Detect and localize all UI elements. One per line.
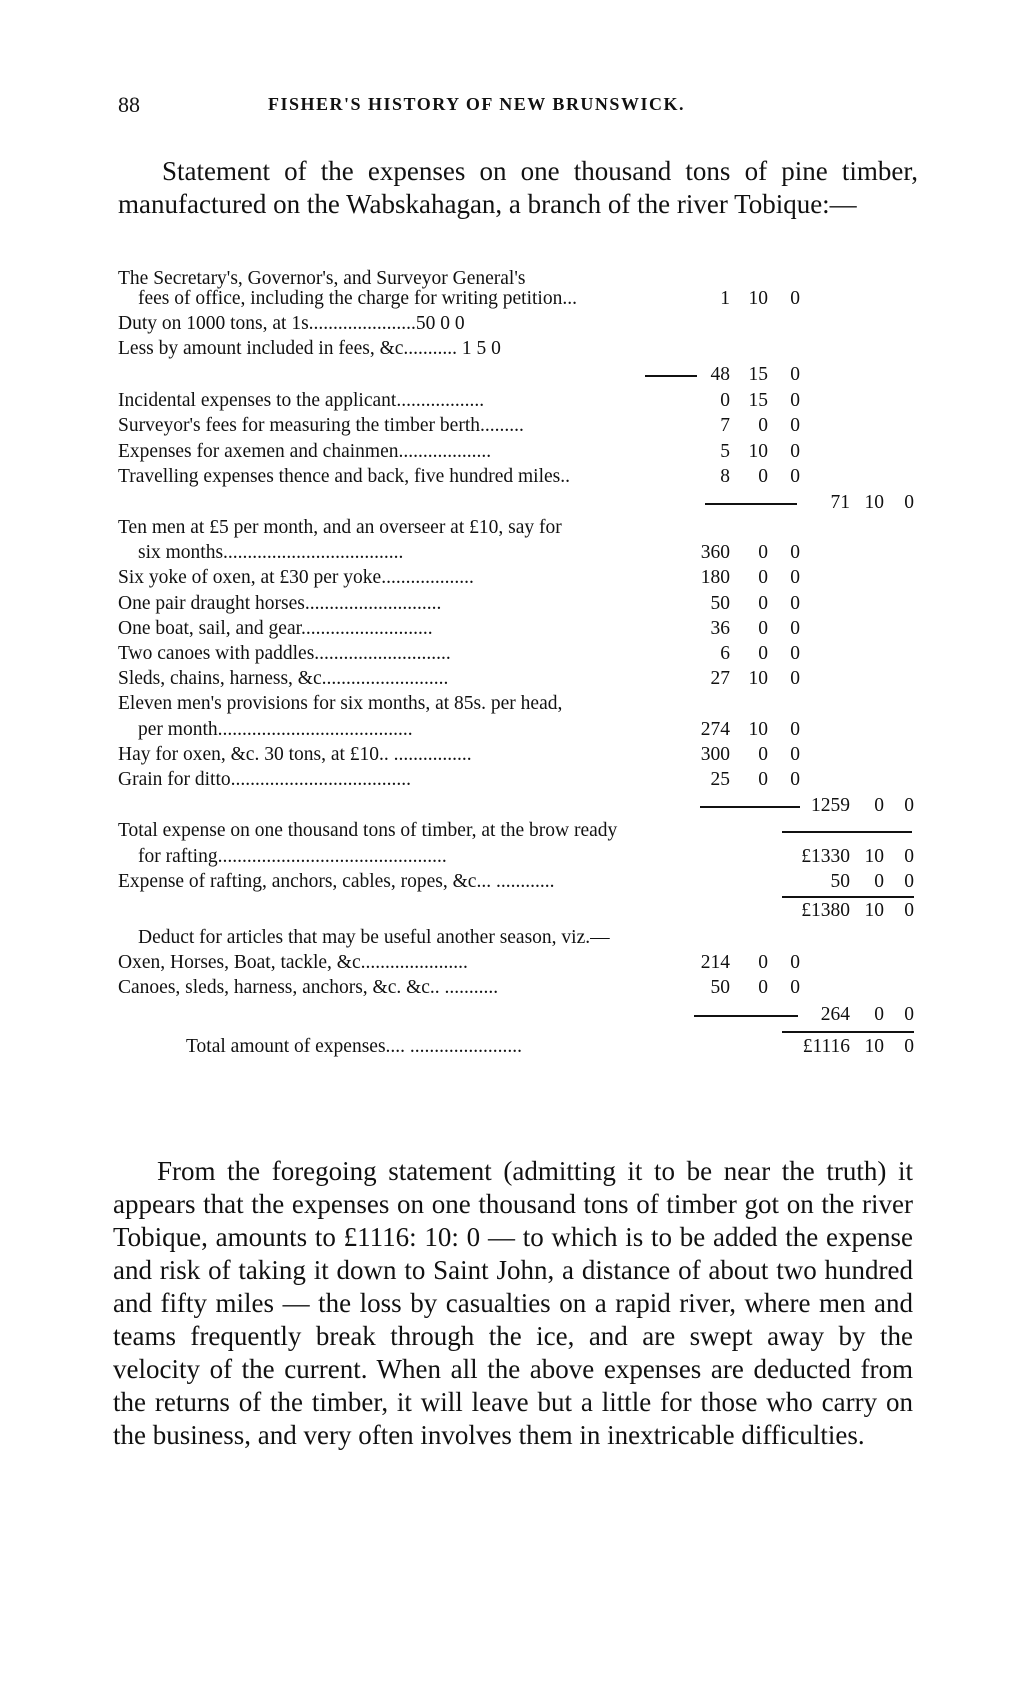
pounds: 50 <box>710 977 730 998</box>
pounds: 180 <box>700 567 730 588</box>
row-label: Two canoes with paddles............................ <box>118 643 451 664</box>
pounds: 360 <box>700 542 730 563</box>
pounds: £1116 <box>802 1036 850 1057</box>
page-header <box>118 92 768 122</box>
pence: 0 <box>790 288 800 309</box>
row-label: The Secretary's, Governor's, and Surveyor General's <box>118 268 526 289</box>
shillings: 0 <box>758 618 768 639</box>
shillings: 15 <box>748 390 768 411</box>
shillings: 0 <box>758 567 768 588</box>
pounds: £1380 <box>801 900 850 921</box>
shillings: 0 <box>874 1004 884 1025</box>
row-label: Incidental expenses to the applicant.................. <box>118 390 485 411</box>
pence: 0 <box>790 542 800 563</box>
pence: 0 <box>904 900 914 921</box>
pence: 0 <box>790 441 800 462</box>
pounds: 50 <box>830 871 850 892</box>
shillings: 10 <box>748 719 768 740</box>
row-label: Oxen, Horses, Boat, tackle, &c...................... <box>118 952 468 973</box>
row-label: Canoes, sleds, harness, anchors, &c. &c.. ........... <box>118 977 499 998</box>
row-label: fees of office, including the charge for writing petition... <box>138 288 577 309</box>
shillings: 0 <box>758 593 768 614</box>
row-label: Ten men at £5 per month, and an overseer at £10, say for <box>118 517 562 538</box>
row-label: Duty on 1000 tons, at 1s......................50 0 0 <box>118 313 465 334</box>
pounds: 25 <box>710 769 730 790</box>
pence: 0 <box>790 415 800 436</box>
running-head: FISHER'S HISTORY OF NEW BRUNSWICK. <box>268 94 685 114</box>
pence: 0 <box>904 1004 914 1025</box>
shillings: 10 <box>748 668 768 689</box>
pounds: 71 <box>830 492 850 513</box>
pence: 0 <box>790 390 800 411</box>
shillings: 10 <box>864 492 884 513</box>
pence: 0 <box>904 795 914 816</box>
shillings: 10 <box>864 1036 884 1057</box>
shillings: 0 <box>758 977 768 998</box>
shillings: 10 <box>864 846 884 867</box>
row-label: Travelling expenses thence and back, five hundred miles.. <box>118 466 570 487</box>
page-number: 88 <box>118 92 140 117</box>
shillings: 10 <box>864 900 884 921</box>
shillings: 0 <box>758 952 768 973</box>
pence: 0 <box>790 744 800 765</box>
pounds: 1259 <box>811 795 850 816</box>
shillings: 0 <box>758 466 768 487</box>
row-label: six months..................................... <box>138 542 404 563</box>
shillings: 0 <box>758 744 768 765</box>
pounds: 6 <box>720 643 730 664</box>
row-label: for rafting............................................... <box>138 846 447 867</box>
row-label: Sleds, chains, harness, &c.......................... <box>118 668 449 689</box>
row-label: Eleven men's provisions for six months, at 85s. per head, <box>118 693 563 714</box>
row-label: Hay for oxen, &c. 30 tons, at £10.. ................ <box>118 744 472 765</box>
pence: 0 <box>904 846 914 867</box>
pounds: 0 <box>720 390 730 411</box>
shillings: 15 <box>748 364 768 385</box>
shillings: 0 <box>758 643 768 664</box>
pounds: 274 <box>700 719 730 740</box>
pounds: 27 <box>710 668 730 689</box>
row-label: Deduct for articles that may be useful another season, viz.— <box>138 927 610 948</box>
shillings: 0 <box>758 542 768 563</box>
pence: 0 <box>790 618 800 639</box>
row-label: One pair draught horses............................ <box>118 593 442 614</box>
pounds: 36 <box>710 618 730 639</box>
pence: 0 <box>790 567 800 588</box>
pence: 0 <box>790 643 800 664</box>
shillings: 0 <box>874 871 884 892</box>
shillings: 10 <box>748 441 768 462</box>
pence: 0 <box>790 719 800 740</box>
pence: 0 <box>904 492 914 513</box>
pounds: 8 <box>720 466 730 487</box>
pounds: £1330 <box>801 846 850 867</box>
row-label: Total expense on one thousand tons of timber, at the brow ready <box>118 820 618 841</box>
pence: 0 <box>790 668 800 689</box>
pence: 0 <box>790 952 800 973</box>
pence: 0 <box>904 1036 914 1057</box>
shillings: 10 <box>748 288 768 309</box>
pounds: 300 <box>700 744 730 765</box>
pence: 0 <box>790 977 800 998</box>
pounds: 5 <box>720 441 730 462</box>
pounds: 50 <box>710 593 730 614</box>
shillings: 0 <box>874 795 884 816</box>
row-label: Grain for ditto..................................... <box>118 769 412 790</box>
pounds: 264 <box>820 1004 850 1025</box>
row-label: Surveyor's fees for measuring the timber berth......... <box>118 415 524 436</box>
row-label: Less by amount included in fees, &c........... 1 5 0 <box>118 338 501 359</box>
pounds: 48 <box>710 364 730 385</box>
row-label: Expense of rafting, anchors, cables, ropes, &c... ............ <box>118 871 555 892</box>
row-label: Total amount of expenses.... ....................... <box>186 1036 523 1057</box>
row-label: per month........................................ <box>138 719 413 740</box>
pounds: 1 <box>720 288 730 309</box>
row-label: Expenses for axemen and chainmen................... <box>118 441 492 462</box>
conclusion-paragraph: From the foregoing statement (admitting it to be near the truth) it appears that the expenses on one thousand tons of timber got on the river Tobique, amounts to £1116: 10: 0 — to which is to be added the expense and risk of taking it down to Saint John, a distance of about two hundred and fifty miles — the loss by casualties on a rapid river, where men and teams frequently break through the ice, and are swept away by the velocity of the current. When all the above expenses are deducted from the returns of the timber, it will leave but a little for those who carry on the business, and very often involves them in inextricable difficulties. <box>113 1156 913 1450</box>
pence: 0 <box>790 769 800 790</box>
shillings: 0 <box>758 769 768 790</box>
intro-paragraph: Statement of the expenses on one thousand tons of pine timber, manufactured on the Wabskahagan, a branch of the river Tobique:— <box>118 156 918 219</box>
row-label: Six yoke of oxen, at £30 per yoke................... <box>118 567 474 588</box>
pounds: 214 <box>700 952 730 973</box>
pence: 0 <box>790 593 800 614</box>
pence: 0 <box>790 466 800 487</box>
pence: 0 <box>904 871 914 892</box>
row-label: One boat, sail, and gear........................... <box>118 618 433 639</box>
rule <box>782 831 912 833</box>
pounds: 7 <box>720 415 730 436</box>
shillings: 0 <box>758 415 768 436</box>
pence: 0 <box>790 364 800 385</box>
